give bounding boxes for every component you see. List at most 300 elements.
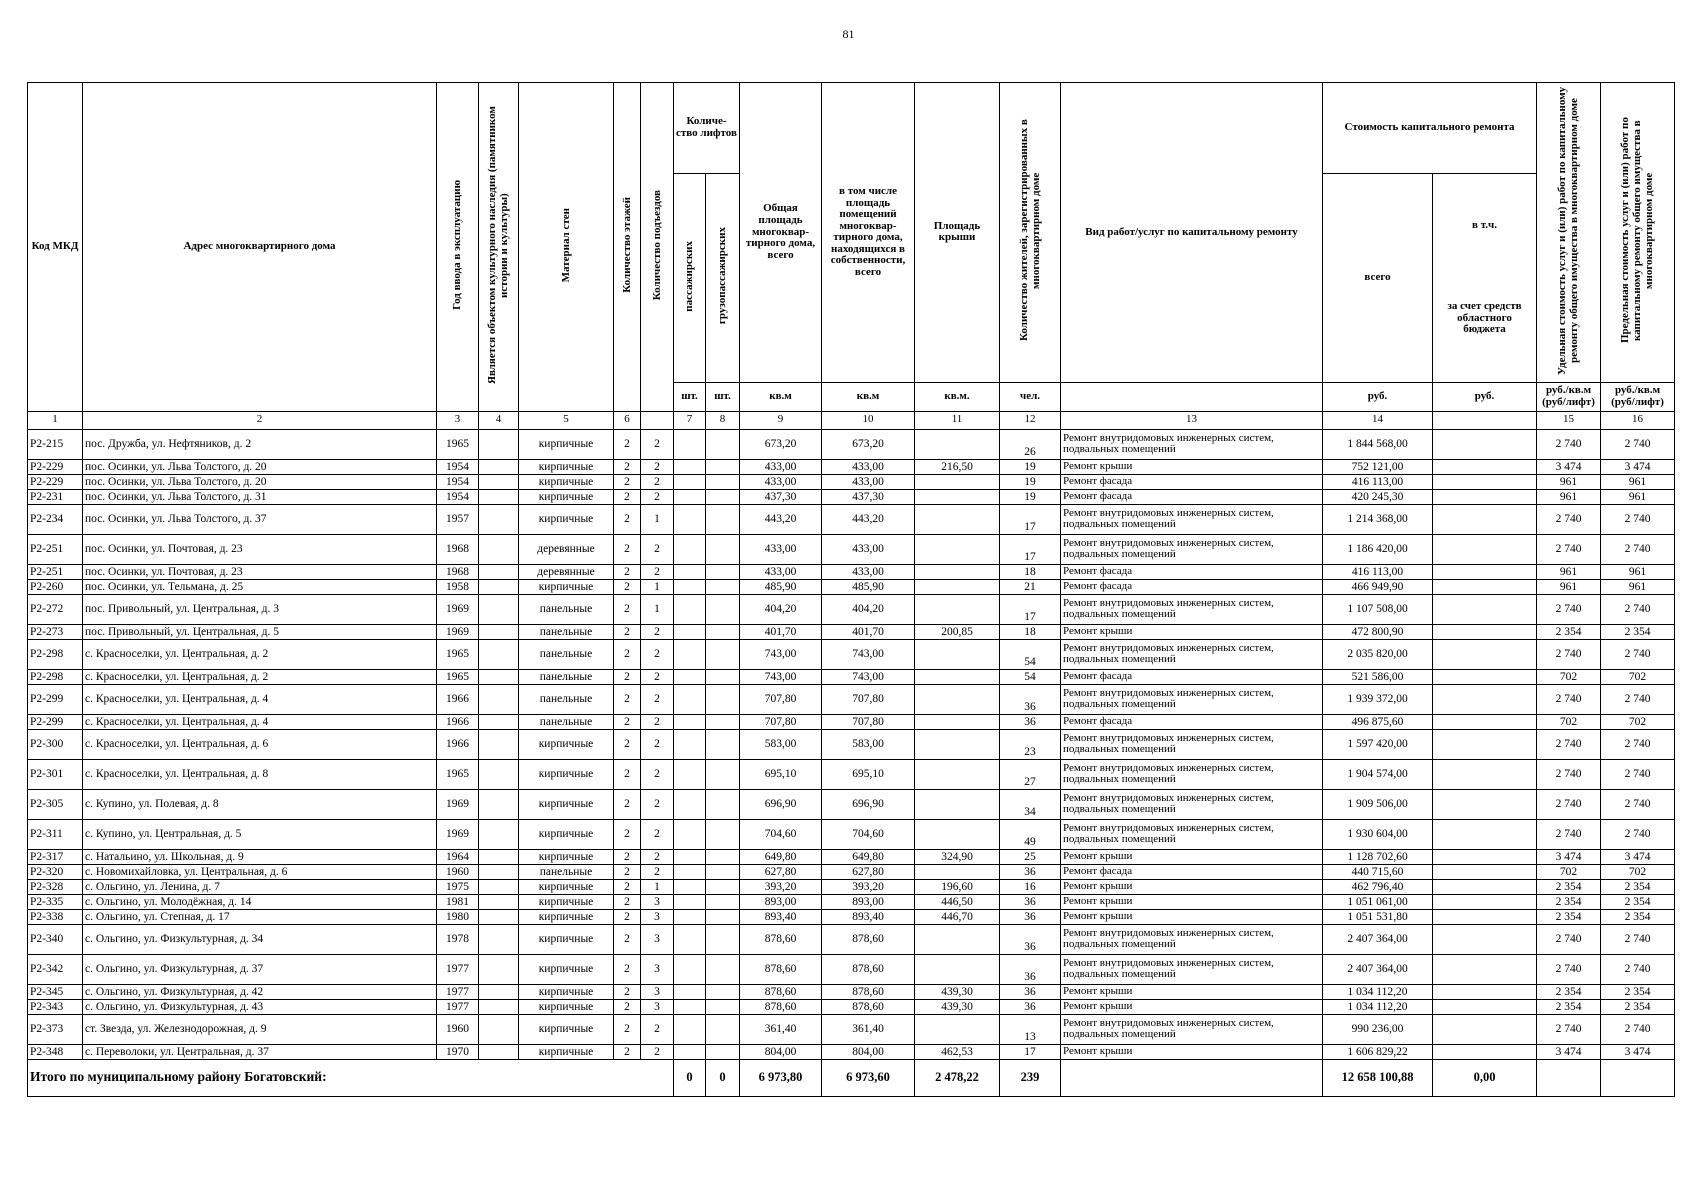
table-row [28,954,1675,984]
cell-residents: 49 [1000,819,1061,849]
cell-residents: 13 [1000,1014,1061,1044]
cell-year: 1960 [437,1014,479,1044]
cell-code: Р2-317 [28,849,83,864]
cell-year: 1978 [437,924,479,954]
cell-cost: 416 113,00 [1323,564,1433,579]
cell-total-area: 893,40 [740,909,822,924]
cell-work-type: Ремонт внутридомовых инженерных систем, подвальных помещений [1061,639,1323,669]
cell-cost: 1 107 508,00 [1323,594,1433,624]
cell-floors: 2 [614,894,641,909]
cell-entrances: 1 [641,579,674,594]
column-number: 9 [740,411,822,429]
cell-work-type: Ремонт внутридомовых инженерных систем, подвальных помещений [1061,594,1323,624]
cell-year: 1969 [437,624,479,639]
cell-floors: 2 [614,684,641,714]
cell-roof-area: 446,70 [915,909,1000,924]
cell-regional-cost [1433,459,1537,474]
cell-unit-cost: 2 354 [1537,984,1601,999]
cell-floors: 2 [614,1014,641,1044]
header-cost-regional [1433,173,1537,382]
header-cost-total: всего [1323,173,1433,382]
table-row [28,984,1675,999]
cell-address: с. Ольгино, ул. Молодёжная, д. 14 [83,894,437,909]
cell-material: панельные [519,684,614,714]
cell-residents: 18 [1000,624,1061,639]
cell-max-cost: 2 740 [1601,819,1675,849]
header-lifts-cargo: грузопассажирских [706,173,740,382]
cell-address: пос. Осинки, ул. Льва Толстого, д. 20 [83,474,437,489]
cell-year: 1980 [437,909,479,924]
cell-year: 1965 [437,759,479,789]
cell-owned-area: 583,00 [822,729,915,759]
cell-cost: 2 407 364,00 [1323,924,1433,954]
cell-lifts-cargo [706,1044,740,1059]
cell-entrances: 1 [641,594,674,624]
cell-work-type: Ремонт внутридомовых инженерных систем, подвальных помещений [1061,534,1323,564]
cell-address: пос. Привольный, ул. Центральная, д. 3 [83,594,437,624]
cell-max-cost: 702 [1601,864,1675,879]
cell-floors: 2 [614,459,641,474]
cell-heritage [479,639,519,669]
total-unit-cost [1537,1059,1601,1096]
cell-lifts-passenger [674,579,706,594]
cell-unit-cost: 2 740 [1537,819,1601,849]
cell-max-cost: 2 354 [1601,999,1675,1014]
cell-total-area: 878,60 [740,999,822,1014]
cell-owned-area: 878,60 [822,984,915,999]
cell-lifts-passenger [674,924,706,954]
cell-unit-cost: 702 [1537,714,1601,729]
header-work-type: Вид работ/услуг по капитальному ремонту [1061,83,1323,383]
cell-residents: 54 [1000,669,1061,684]
cell-residents: 36 [1000,714,1061,729]
cell-total-area: 707,80 [740,684,822,714]
cell-work-type: Ремонт фасада [1061,474,1323,489]
table-row [28,879,1675,894]
cell-max-cost: 702 [1601,714,1675,729]
cell-roof-area [915,579,1000,594]
cell-owned-area: 893,00 [822,894,915,909]
cell-unit-cost: 961 [1537,564,1601,579]
header-wall-material: Материал стен [519,83,614,412]
cell-heritage [479,684,519,714]
cell-code: Р2-231 [28,489,83,504]
cell-entrances: 2 [641,729,674,759]
cell-code: Р2-299 [28,714,83,729]
cell-lifts-cargo [706,924,740,954]
cell-total-area: 649,80 [740,849,822,864]
cell-heritage [479,624,519,639]
table-row [28,639,1675,669]
total-regional-cost: 0,00 [1433,1059,1537,1096]
cell-lifts-cargo [706,459,740,474]
header-entrances: Количество подъездов [641,83,674,412]
unit-lifts-passenger: шт. [674,382,706,411]
cell-address: с. Ольгино, ул. Ленина, д. 7 [83,879,437,894]
cell-work-type: Ремонт внутридомовых инженерных систем, подвальных помещений [1061,819,1323,849]
cell-roof-area: 216,50 [915,459,1000,474]
cell-lifts-cargo [706,909,740,924]
cell-lifts-passenger [674,459,706,474]
cell-entrances: 3 [641,909,674,924]
cell-work-type: Ремонт крыши [1061,879,1323,894]
cell-code: Р2-301 [28,759,83,789]
cell-heritage [479,849,519,864]
table-row [28,594,1675,624]
cell-year: 1966 [437,714,479,729]
cell-regional-cost [1433,999,1537,1014]
cell-owned-area: 878,60 [822,924,915,954]
cell-entrances: 3 [641,954,674,984]
cell-year: 1969 [437,594,479,624]
cell-floors: 2 [614,864,641,879]
cell-entrances: 2 [641,759,674,789]
column-numbers-row [28,411,1675,429]
total-work-type [1061,1059,1323,1096]
header-heritage: Является объектом культурного наследия (памятником истории и культуры) [479,83,519,412]
cell-cost: 440 715,60 [1323,864,1433,879]
cell-owned-area: 433,00 [822,474,915,489]
cell-floors: 2 [614,819,641,849]
cell-total-area: 433,00 [740,474,822,489]
cell-lifts-cargo [706,849,740,864]
cell-max-cost: 2 740 [1601,534,1675,564]
cell-entrances: 2 [641,849,674,864]
column-number [641,411,674,429]
cell-unit-cost: 2 354 [1537,909,1601,924]
cell-roof-area [915,729,1000,759]
cell-lifts-cargo [706,789,740,819]
cell-owned-area: 627,80 [822,864,915,879]
cell-address: пос. Осинки, ул. Льва Толстого, д. 31 [83,489,437,504]
cell-entrances: 2 [641,684,674,714]
cell-address: с. Красноселки, ул. Центральная, д. 4 [83,684,437,714]
cell-total-area: 878,60 [740,924,822,954]
cell-material: панельные [519,714,614,729]
cell-work-type: Ремонт фасада [1061,564,1323,579]
cell-entrances: 3 [641,924,674,954]
cell-year: 1968 [437,534,479,564]
cell-lifts-passenger [674,759,706,789]
cell-lifts-cargo [706,864,740,879]
cell-address: пос. Дружба, ул. Нефтяников, д. 2 [83,429,437,459]
cell-lifts-cargo [706,534,740,564]
cell-work-type: Ремонт фасада [1061,579,1323,594]
cell-unit-cost: 3 474 [1537,459,1601,474]
cell-work-type: Ремонт внутридомовых инженерных систем, подвальных помещений [1061,504,1323,534]
cell-address: с. Ольгино, ул. Физкультурная, д. 43 [83,999,437,1014]
cell-lifts-passenger [674,639,706,669]
cell-lifts-cargo [706,999,740,1014]
cell-cost: 1 844 568,00 [1323,429,1433,459]
cell-lifts-passenger [674,624,706,639]
cell-material: кирпичные [519,474,614,489]
cell-unit-cost: 2 354 [1537,999,1601,1014]
cell-cost: 1 930 604,00 [1323,819,1433,849]
cell-unit-cost: 2 740 [1537,789,1601,819]
cell-residents: 17 [1000,504,1061,534]
cell-address: пос. Осинки, ул. Тельмана, д. 25 [83,579,437,594]
cell-floors: 2 [614,534,641,564]
cell-unit-cost: 2 740 [1537,1014,1601,1044]
cell-cost: 1 597 420,00 [1323,729,1433,759]
table-row [28,459,1675,474]
cell-total-area: 696,90 [740,789,822,819]
cell-code: Р2-338 [28,909,83,924]
cell-work-type: Ремонт фасада [1061,669,1323,684]
cell-lifts-passenger [674,729,706,759]
cell-work-type: Ремонт крыши [1061,999,1323,1014]
cell-unit-cost: 2 740 [1537,729,1601,759]
cell-residents: 36 [1000,864,1061,879]
cell-heritage [479,729,519,759]
cell-unit-cost: 3 474 [1537,1044,1601,1059]
cell-owned-area: 878,60 [822,999,915,1014]
cell-total-area: 433,00 [740,534,822,564]
cell-regional-cost [1433,489,1537,504]
cell-roof-area [915,759,1000,789]
cell-roof-area [915,504,1000,534]
cell-lifts-passenger [674,714,706,729]
cell-entrances: 2 [641,669,674,684]
cell-entrances: 2 [641,1044,674,1059]
cell-year: 1977 [437,954,479,984]
cell-cost: 1 904 574,00 [1323,759,1433,789]
cell-work-type: Ремонт крыши [1061,909,1323,924]
cell-lifts-passenger [674,909,706,924]
cell-unit-cost: 2 740 [1537,504,1601,534]
cell-cost: 472 800,90 [1323,624,1433,639]
cell-regional-cost [1433,894,1537,909]
cell-max-cost: 961 [1601,564,1675,579]
cell-owned-area: 443,20 [822,504,915,534]
cell-regional-cost [1433,909,1537,924]
cell-year: 1966 [437,729,479,759]
cell-cost: 752 121,00 [1323,459,1433,474]
cell-owned-area: 393,20 [822,879,915,894]
cell-regional-cost [1433,564,1537,579]
column-number: 3 [437,411,479,429]
cell-floors: 2 [614,924,641,954]
cell-floors: 2 [614,669,641,684]
header-total-area: Общая площадь многоквар-тирного дома, всего [740,83,822,383]
cell-lifts-passenger [674,474,706,489]
cell-lifts-cargo [706,984,740,999]
cell-lifts-passenger [674,429,706,459]
total-residents: 239 [1000,1059,1061,1096]
cell-heritage [479,579,519,594]
cell-max-cost: 2 740 [1601,759,1675,789]
cell-lifts-cargo [706,564,740,579]
cell-work-type: Ремонт внутридомовых инженерных систем, подвальных помещений [1061,924,1323,954]
cell-entrances: 2 [641,789,674,819]
cell-year: 1977 [437,984,479,999]
unit-lifts-cargo: шт. [706,382,740,411]
table-row [28,1014,1675,1044]
cell-unit-cost: 961 [1537,579,1601,594]
cell-material: кирпичные [519,984,614,999]
cell-residents: 21 [1000,579,1061,594]
cell-max-cost: 2 740 [1601,729,1675,759]
cell-lifts-cargo [706,894,740,909]
header-address: Адрес многоквартирного дома [83,83,437,412]
cell-heritage [479,954,519,984]
cell-lifts-passenger [674,849,706,864]
cell-heritage [479,864,519,879]
cell-max-cost: 2 740 [1601,1014,1675,1044]
cell-regional-cost [1433,534,1537,564]
cell-material: кирпичные [519,504,614,534]
cell-material: кирпичные [519,909,614,924]
cell-heritage [479,879,519,894]
cell-unit-cost: 2 740 [1537,759,1601,789]
cell-lifts-passenger [674,1044,706,1059]
cell-work-type: Ремонт фасада [1061,714,1323,729]
cell-owned-area: 707,80 [822,714,915,729]
cell-work-type: Ремонт фасада [1061,864,1323,879]
cell-residents: 23 [1000,729,1061,759]
cell-material: кирпичные [519,954,614,984]
cell-regional-cost [1433,879,1537,894]
header-unit-cost: Удельная стоимость услуг и (или) работ по капитальному ремонту общего имущества в многоквартирном доме [1537,83,1601,383]
cell-roof-area: 446,50 [915,894,1000,909]
cell-heritage [479,459,519,474]
cell-entrances: 2 [641,459,674,474]
cell-heritage [479,909,519,924]
cell-entrances: 2 [641,564,674,579]
cell-roof-area: 196,60 [915,879,1000,894]
cell-heritage [479,894,519,909]
cell-heritage [479,474,519,489]
cell-heritage [479,999,519,1014]
cell-max-cost: 961 [1601,579,1675,594]
cell-material: панельные [519,594,614,624]
cell-lifts-cargo [706,669,740,684]
cell-entrances: 3 [641,894,674,909]
column-number: 13 [1061,411,1323,429]
total-max-cost [1601,1059,1675,1096]
cell-roof-area [915,789,1000,819]
cell-address: с. Натальино, ул. Школьная, д. 9 [83,849,437,864]
unit-total-area: кв.м [740,382,822,411]
cell-owned-area: 743,00 [822,669,915,684]
cell-regional-cost [1433,714,1537,729]
cell-owned-area: 433,00 [822,534,915,564]
cell-residents: 34 [1000,789,1061,819]
cell-regional-cost [1433,594,1537,624]
cell-lifts-passenger [674,534,706,564]
cell-material: кирпичные [519,759,614,789]
header-roof-area: Площадь крыши [915,83,1000,383]
cell-cost: 1 051 531,80 [1323,909,1433,924]
column-number: 7 [674,411,706,429]
cell-total-area: 878,60 [740,954,822,984]
cell-lifts-cargo [706,624,740,639]
cell-lifts-cargo [706,489,740,504]
cell-cost: 1 034 112,20 [1323,999,1433,1014]
cell-entrances: 2 [641,534,674,564]
cell-entrances: 1 [641,504,674,534]
cell-roof-area [915,864,1000,879]
cell-total-area: 743,00 [740,639,822,669]
cell-material: кирпичные [519,1044,614,1059]
cell-year: 1981 [437,894,479,909]
cell-max-cost: 2 740 [1601,789,1675,819]
unit-residents: чел. [1000,382,1061,411]
table-row [28,429,1675,459]
table-row [28,474,1675,489]
cell-unit-cost: 2 740 [1537,429,1601,459]
cell-year: 1964 [437,849,479,864]
cell-code: Р2-345 [28,984,83,999]
cell-lifts-cargo [706,504,740,534]
cell-material: кирпичные [519,729,614,759]
cell-total-area: 627,80 [740,864,822,879]
cell-lifts-cargo [706,579,740,594]
cell-residents: 36 [1000,924,1061,954]
cell-address: с. Ольгино, ул. Степная, д. 17 [83,909,437,924]
cell-cost: 420 245,30 [1323,489,1433,504]
cell-address: пос. Осинки, ул. Льва Толстого, д. 20 [83,459,437,474]
cell-unit-cost: 2 740 [1537,639,1601,669]
table-row [28,1044,1675,1059]
cell-regional-cost [1433,954,1537,984]
cell-work-type: Ремонт крыши [1061,1044,1323,1059]
cell-roof-area [915,564,1000,579]
cell-max-cost: 2 354 [1601,894,1675,909]
cell-total-area: 673,20 [740,429,822,459]
cell-lifts-cargo [706,819,740,849]
cell-roof-area [915,1014,1000,1044]
table-row [28,789,1675,819]
unit-cost-total: руб. [1323,382,1433,411]
cell-entrances: 2 [641,864,674,879]
cell-material: кирпичные [519,849,614,864]
cell-work-type: Ремонт фасада [1061,489,1323,504]
cell-heritage [479,564,519,579]
cell-lifts-passenger [674,879,706,894]
cell-owned-area: 485,90 [822,579,915,594]
cell-residents: 19 [1000,489,1061,504]
cell-total-area: 695,10 [740,759,822,789]
cell-address: с. Красноселки, ул. Центральная, д. 6 [83,729,437,759]
unit-owned-area: кв.м [822,382,915,411]
cell-regional-cost [1433,639,1537,669]
cell-entrances: 2 [641,639,674,669]
cell-code: Р2-343 [28,999,83,1014]
cell-address: с. Красноселки, ул. Центральная, д. 2 [83,669,437,684]
cell-year: 1965 [437,639,479,669]
cell-entrances: 2 [641,624,674,639]
cell-address: с. Красноселки, ул. Центральная, д. 8 [83,759,437,789]
table-row [28,864,1675,879]
cell-residents: 36 [1000,894,1061,909]
cell-cost: 2 407 364,00 [1323,954,1433,984]
cell-cost: 1 606 829,22 [1323,1044,1433,1059]
cell-residents: 17 [1000,594,1061,624]
cell-owned-area: 433,00 [822,564,915,579]
cell-roof-area: 200,85 [915,624,1000,639]
cell-floors: 2 [614,564,641,579]
table-row [28,819,1675,849]
cell-roof-area [915,714,1000,729]
cell-heritage [479,1014,519,1044]
cell-owned-area: 696,90 [822,789,915,819]
cell-code: Р2-300 [28,729,83,759]
table-row [28,714,1675,729]
cell-max-cost: 3 474 [1601,849,1675,864]
cell-entrances: 2 [641,819,674,849]
